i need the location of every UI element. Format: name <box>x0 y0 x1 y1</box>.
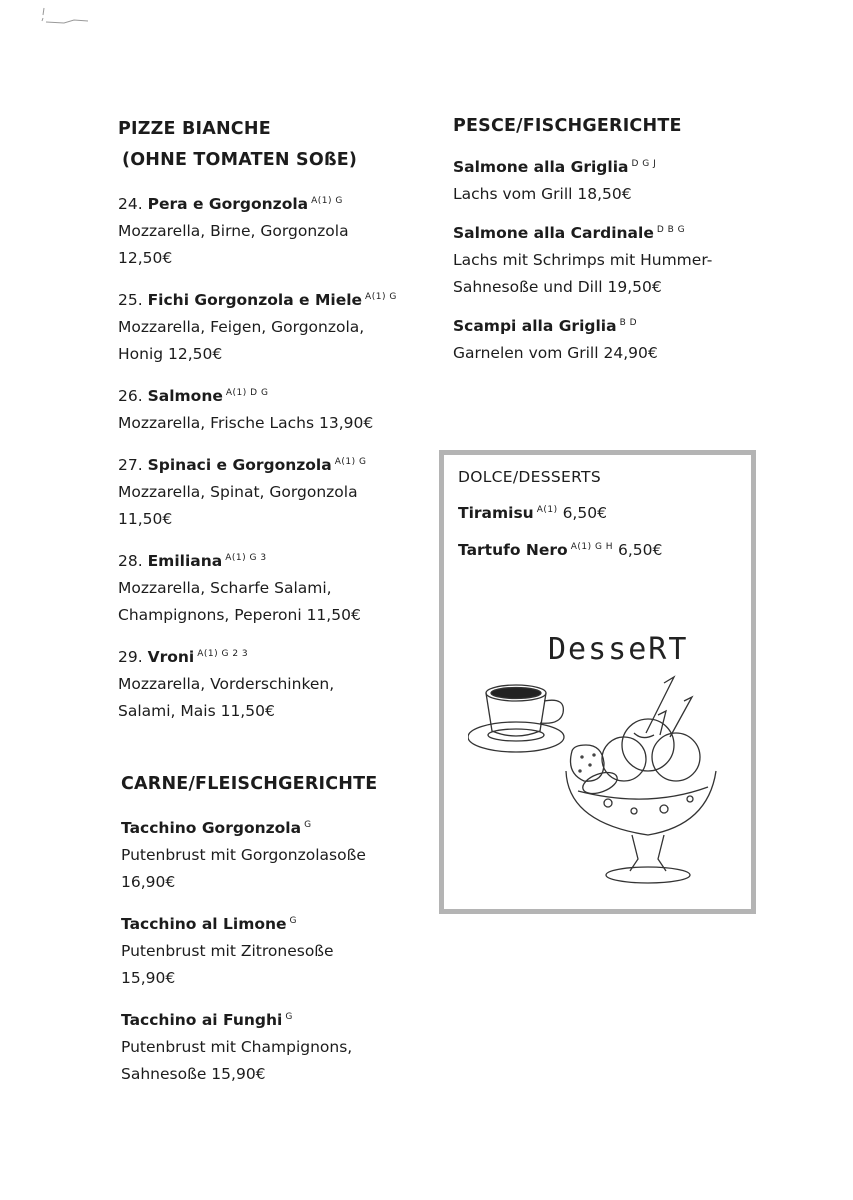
right-column <box>453 111 773 367</box>
item-name: Tacchino al Limone <box>121 915 287 933</box>
item-name: Salmone alla Cardinale <box>453 224 654 242</box>
item-description: Lachs mit Schrimps mit Hummer- <box>453 251 713 269</box>
coffee-and-sundae-icon <box>468 675 718 885</box>
pesce-section <box>453 111 773 367</box>
menu-item <box>121 812 428 896</box>
item-description: Garnelen vom Grill 24,90€ <box>453 344 658 362</box>
allergen-codes: A(1) G 2 3 <box>197 649 249 659</box>
menu-item <box>121 908 428 992</box>
item-name: Emiliana <box>147 552 223 570</box>
item-price: 15,90€ <box>121 969 176 987</box>
section-heading-carne: CARNE/FLEISCHGERICHTE <box>121 774 378 794</box>
item-name: Pera e Gorgonzola <box>147 195 309 213</box>
allergen-codes: A(1) G <box>311 196 343 206</box>
dessert-item <box>458 541 662 559</box>
allergen-codes: A(1) D G <box>225 388 269 398</box>
item-description: Honig 12,50€ <box>118 345 223 363</box>
item-price: 16,90€ <box>121 873 176 891</box>
allergen-codes: D G J <box>631 159 657 169</box>
dessert-box <box>439 450 756 914</box>
menu-item <box>118 284 428 368</box>
item-name: Tacchino Gorgonzola <box>121 819 302 837</box>
item-number: 27. <box>118 456 143 474</box>
pizze-bianche-section <box>118 114 428 725</box>
item-description: Mozzarella, Birne, Gorgonzola <box>118 222 349 240</box>
allergen-codes: A(1) G <box>334 457 367 467</box>
item-name: Fichi Gorgonzola e Miele <box>147 291 363 309</box>
item-price: 12,50€ <box>118 249 173 267</box>
section-heading-dolce: DOLCE/DESSERTS <box>458 468 601 486</box>
item-description: Lachs vom Grill 18,50€ <box>453 185 632 203</box>
item-number: 26. <box>118 387 143 405</box>
item-name: Tartufo Nero <box>458 541 568 559</box>
menu-item <box>118 545 428 629</box>
allergen-codes: G <box>304 820 312 830</box>
item-description: Mozzarella, Feigen, Gorgonzola, <box>118 318 365 336</box>
item-description: Sahnesoße 15,90€ <box>121 1065 266 1083</box>
allergen-codes: A(1) G <box>365 292 397 302</box>
item-description: Mozzarella, Scharfe Salami, <box>118 579 332 597</box>
dessert-illustration-title: DesseRT <box>548 632 689 667</box>
section-heading-pesce: PESCE/FISCHGERICHTE <box>453 116 682 136</box>
section-heading-pizze-line1: PIZZE BIANCHE <box>118 119 271 139</box>
item-name: Vroni <box>147 648 195 666</box>
item-description: Mozzarella, Vorderschinken, <box>118 675 335 693</box>
item-name: Scampi alla Griglia <box>453 317 617 335</box>
menu-item <box>118 641 428 725</box>
item-number: 28. <box>118 552 143 570</box>
carne-section <box>118 769 428 1088</box>
menu-item <box>118 188 428 272</box>
left-column <box>118 114 428 1088</box>
allergen-codes: A(1) <box>536 505 558 515</box>
allergen-codes: B D <box>619 318 638 328</box>
allergen-codes: A(1) G 3 <box>225 553 267 563</box>
item-description: Putenbrust mit Zitronesoße <box>121 942 334 960</box>
menu-item <box>453 216 773 301</box>
pen-scribble-mark <box>36 6 100 28</box>
item-description: Champignons, Peperoni 11,50€ <box>118 606 361 624</box>
menu-item <box>453 309 773 367</box>
item-number: 29. <box>118 648 143 666</box>
item-description: Salami, Mais 11,50€ <box>118 702 275 720</box>
menu-item <box>453 150 773 208</box>
item-price: 6,50€ <box>562 504 607 522</box>
item-description: Putenbrust mit Gorgonzolasoße <box>121 846 366 864</box>
item-description: Sahnesoße und Dill 19,50€ <box>453 278 662 296</box>
menu-item <box>118 449 428 533</box>
allergen-codes: G <box>285 1012 293 1022</box>
item-name: Salmone alla Griglia <box>453 158 629 176</box>
item-name: Salmone <box>147 387 223 405</box>
section-heading-pizze-line2: (OHNE TOMATEN SOßE) <box>122 150 358 170</box>
allergen-codes: G <box>289 916 298 926</box>
menu-item <box>121 1004 428 1088</box>
dessert-item <box>458 504 607 522</box>
allergen-codes: D B G <box>656 225 686 235</box>
item-name: Spinaci e Gorgonzola <box>147 456 332 474</box>
item-name: Tiramisu <box>458 504 534 522</box>
allergen-codes: A(1) G H <box>570 542 614 552</box>
item-description: Putenbrust mit Champignons, <box>121 1038 353 1056</box>
item-price: 11,50€ <box>118 510 173 528</box>
menu-item <box>118 380 428 437</box>
item-description: Mozzarella, Spinat, Gorgonzola <box>118 483 358 501</box>
item-number: 24. <box>118 195 143 213</box>
item-name: Tacchino ai Funghi <box>121 1011 283 1029</box>
item-description: Mozzarella, Frische Lachs 13,90€ <box>118 414 374 432</box>
item-number: 25. <box>118 291 143 309</box>
item-price: 6,50€ <box>618 541 663 559</box>
